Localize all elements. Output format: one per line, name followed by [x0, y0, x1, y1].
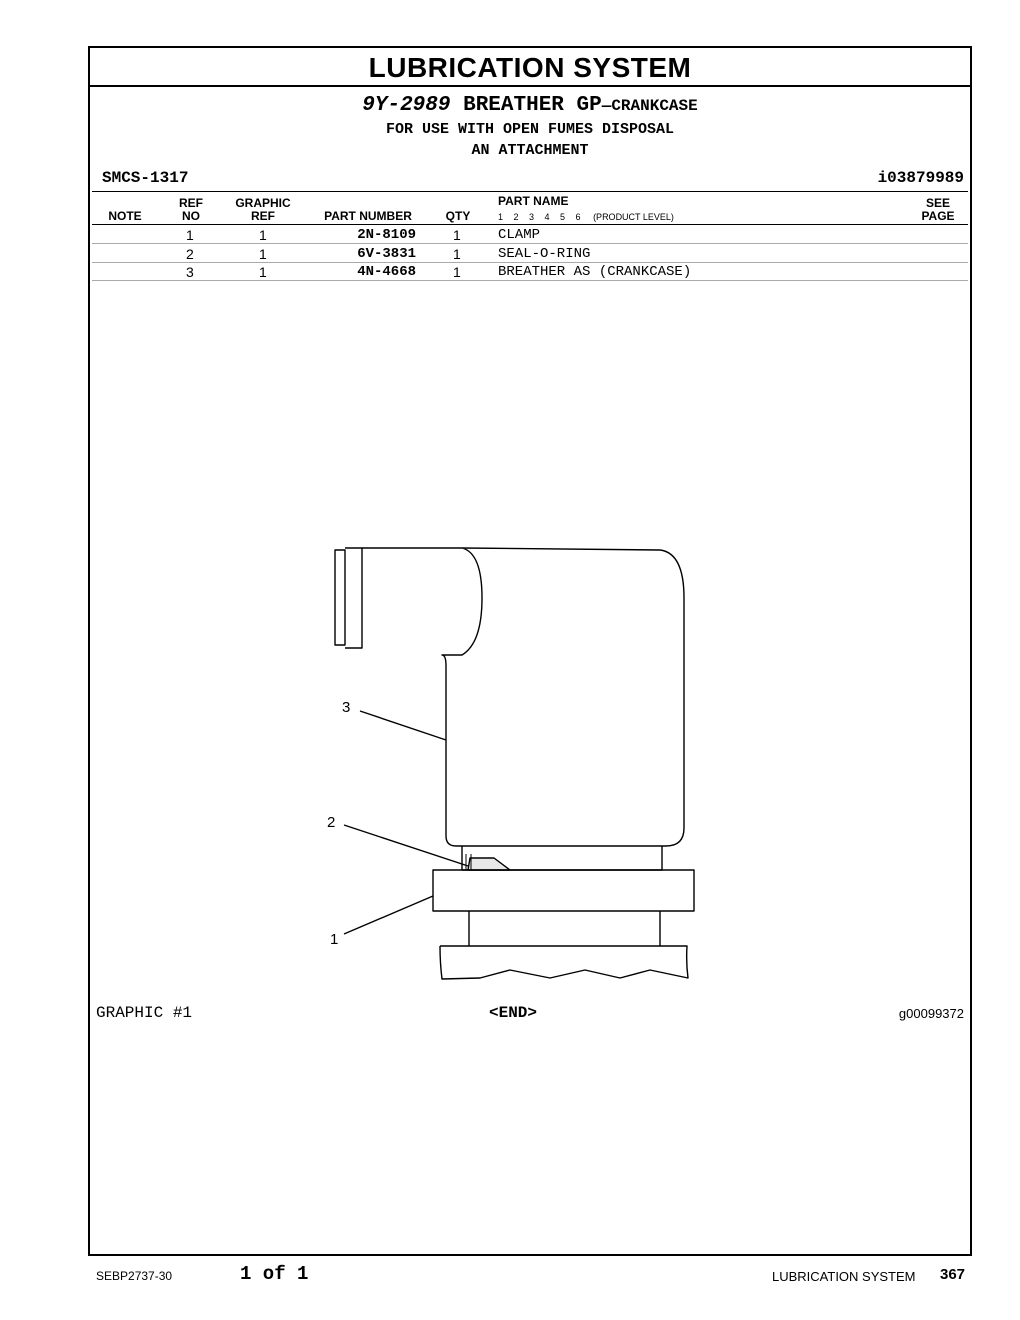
- lower-tube: [469, 911, 660, 946]
- group-subtitle-2: AN ATTACHMENT: [471, 142, 589, 159]
- smcs-code: SMCS-1317: [102, 169, 189, 187]
- breather-drawing: [90, 48, 970, 1254]
- row2-part-number[interactable]: 6V-3831: [357, 246, 416, 262]
- group-subtitle-1: FOR USE WITH OPEN FUMES DISPOSAL: [385, 121, 675, 138]
- section-title: LUBRICATION SYSTEM: [90, 48, 970, 87]
- page-frame: [88, 46, 972, 1256]
- col-graphic-bottom: REF: [251, 209, 275, 223]
- footer-doc-number: SEBP2737-30: [96, 1269, 173, 1283]
- col-see-top: SEE: [925, 196, 950, 210]
- row3-graphic-ref: 1: [259, 264, 267, 280]
- lower-tube-break: [440, 946, 688, 979]
- leader-2: [344, 825, 468, 866]
- col-part-number: PART NUMBER: [324, 209, 412, 223]
- col-see-bottom: PAGE: [921, 209, 955, 223]
- breather-body: [362, 548, 684, 846]
- group-name: BREATHER GP: [463, 94, 602, 117]
- leader-3: [360, 711, 446, 740]
- product-level-caption: (PRODUCT LEVEL): [593, 212, 674, 222]
- end-marker: <END>: [489, 1004, 538, 1022]
- row1-qty: 1: [453, 227, 461, 243]
- product-level-numbers: 1 2 3 4 5 6: [498, 212, 581, 222]
- clamp: [433, 870, 694, 911]
- footer-page-number: 367: [940, 1266, 966, 1283]
- info-id: i03879989: [877, 169, 964, 187]
- graphic-label: GRAPHIC #1: [96, 1004, 193, 1022]
- row2-graphic-ref: 1: [259, 246, 267, 262]
- row2-ref: 2: [186, 246, 194, 262]
- leader-1: [344, 896, 433, 934]
- row1-graphic-ref: 1: [259, 227, 267, 243]
- footer-page-of: 1 of 1: [240, 1263, 309, 1285]
- group-suffix: —CRANKCASE: [601, 97, 698, 115]
- row2-part-name: SEAL-O-RING: [498, 246, 591, 262]
- col-graphic-top: GRAPHIC: [235, 196, 291, 210]
- col-part-name: PART NAME: [498, 194, 569, 208]
- row1-part-number[interactable]: 2N-8109: [357, 227, 416, 243]
- footer-section: LUBRICATION SYSTEM: [772, 1269, 916, 1284]
- row1-part-name: CLAMP: [498, 227, 541, 243]
- row3-part-name: BREATHER AS (CRANKCASE): [498, 264, 692, 280]
- breather-outlet-band: [345, 548, 362, 648]
- row3-ref: 3: [186, 264, 194, 280]
- col-note: NOTE: [108, 209, 142, 223]
- callout-1: 1: [330, 931, 339, 948]
- breather-outlet-end: [335, 550, 345, 645]
- row1-ref: 1: [186, 227, 194, 243]
- row3-part-number[interactable]: 4N-4668: [357, 264, 416, 280]
- col-qty: QTY: [445, 209, 471, 223]
- seal-o-ring: [468, 858, 510, 870]
- callout-2: 2: [327, 814, 336, 831]
- col-ref-top: REF: [179, 196, 203, 210]
- graphic-id: g00099372: [898, 1006, 964, 1021]
- col-ref-bottom: NO: [182, 209, 200, 223]
- callout-3: 3: [342, 699, 351, 716]
- group-part-number[interactable]: 9Y-2989: [362, 94, 451, 117]
- row3-qty: 1: [453, 264, 461, 280]
- row2-qty: 1: [453, 246, 461, 262]
